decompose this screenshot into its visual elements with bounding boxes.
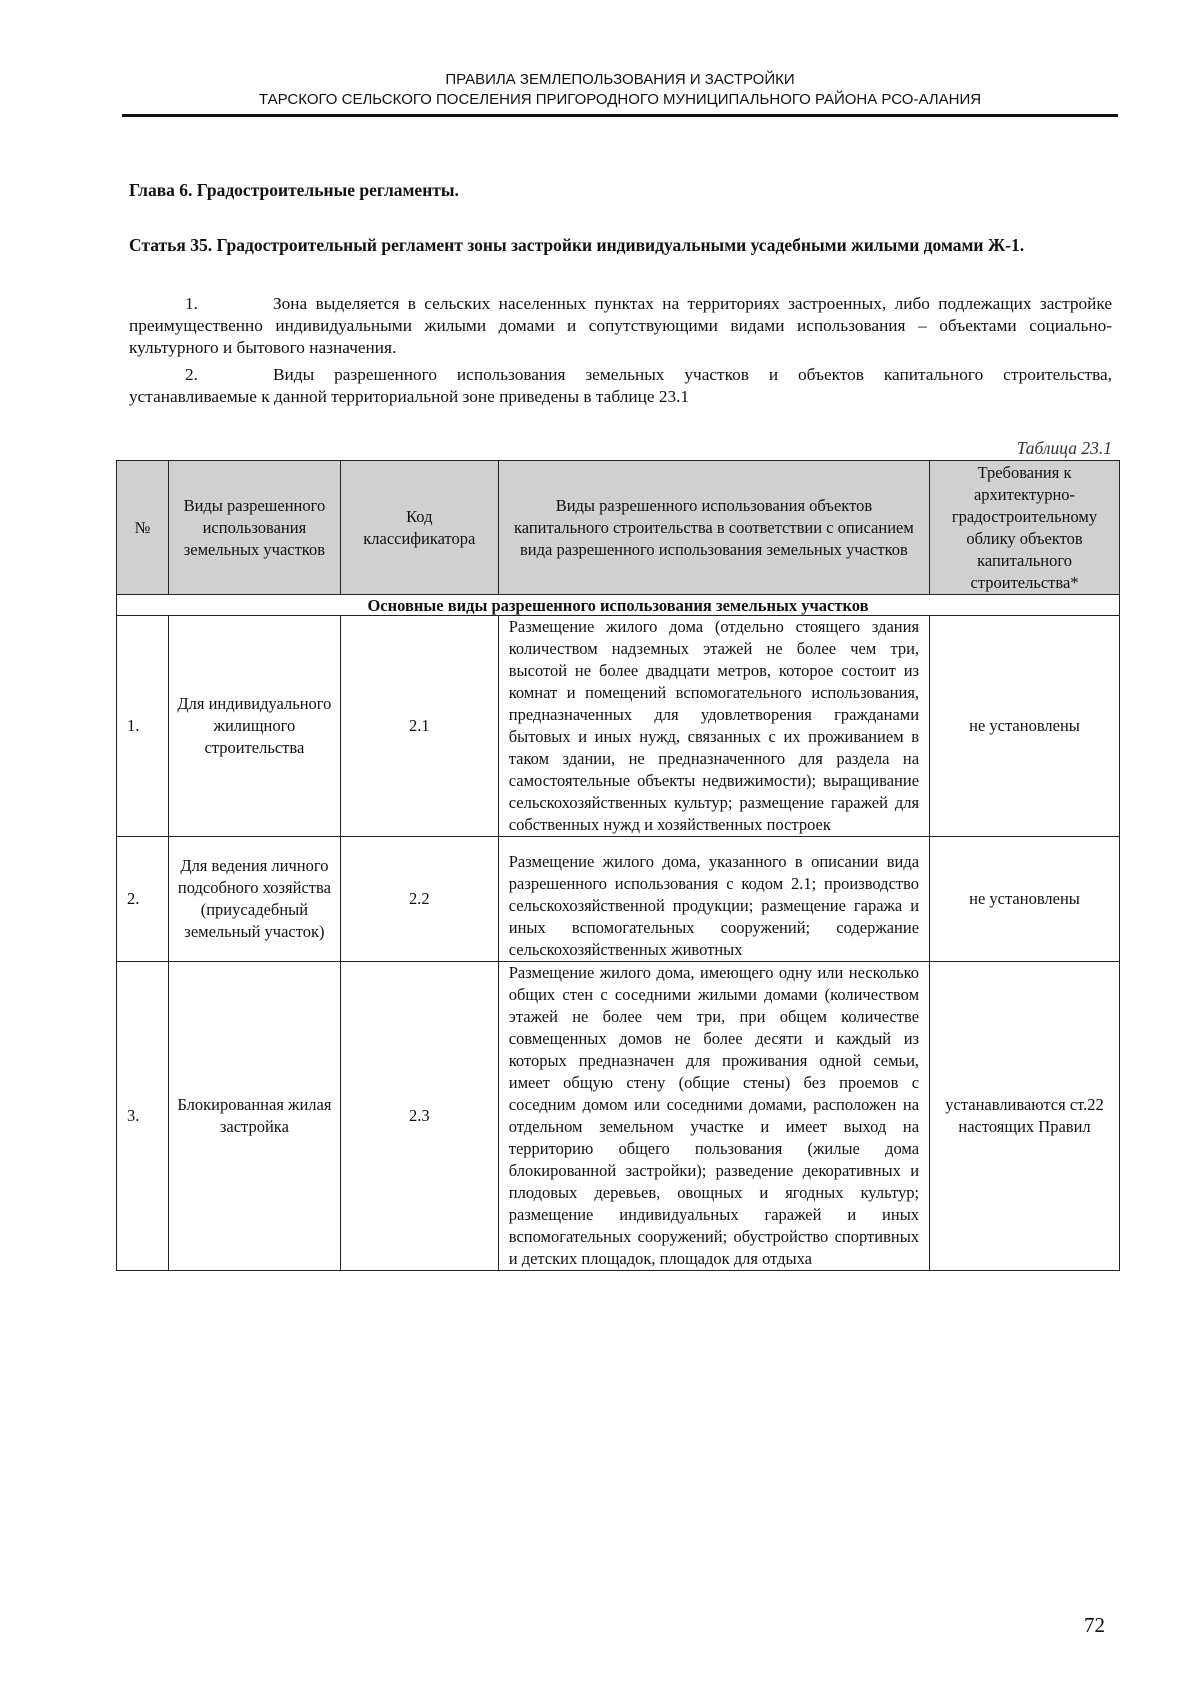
row-requirements: не установлены xyxy=(930,837,1120,962)
regulations-table xyxy=(116,460,1120,1271)
row-description: Размещение жилого дома, указанного в описании вида разрешенного использования с кодом 2.1; производство сельскохозяйственной продукции; размещение гаража и иных вспомогательных сооружений; содержание сельскохозяйственных животных xyxy=(498,837,929,962)
row-requirements: не установлены xyxy=(930,616,1120,837)
column-header-building-use: Виды разрешенного использования объектов капитального строительства в соответствии с описанием вида разрешенного использования земельных участков xyxy=(498,461,929,595)
header-rule xyxy=(122,114,1118,117)
row-land-use: Для индивидуального жилищного строительства xyxy=(168,616,340,837)
row-requirements: устанавливаются ст.22 настоящих Правил xyxy=(930,962,1120,1271)
section-row xyxy=(117,595,1120,616)
header-line-2: ТАРСКОГО СЕЛЬСКОГО ПОСЕЛЕНИЯ ПРИГОРОДНОГО МУНИЦИПАЛЬНОГО РАЙОНА РСО-АЛАНИЯ xyxy=(258,91,982,108)
chapter-title: Глава 6. Градостроительные регламенты. xyxy=(129,180,459,200)
page-number: 72 xyxy=(1084,1613,1105,1637)
article-title: Статья 35. Градостроительный регламент зоны застройки индивидуальными усадебными жилыми домами Ж-1. xyxy=(129,235,1025,255)
column-header-land-use: Виды разрешенного использования земельных участков xyxy=(168,461,340,595)
paragraph-text: Зона выделяется в сельских населенных пунктах на территориях застроенных, либо подлежащих застройке преимущественно индивидуальными жилыми домами и сопутствующими видами использования – объектами социально-культурного и бытового назначения. xyxy=(129,294,1112,357)
paragraph-number: 2. xyxy=(185,365,198,384)
section-title: Основные виды разрешенного использования земельных участков xyxy=(117,595,1120,616)
paragraph-2 xyxy=(129,364,1112,408)
table-caption: Таблица 23.1 xyxy=(1016,438,1112,458)
paragraph-text: Виды разрешенного использования земельных участков и объектов капитального строительства, устанавливаемые к данной территориальной зоне приведены в таблице 23.1 xyxy=(129,365,1112,406)
column-header-number: № xyxy=(117,461,169,595)
row-land-use: Для ведения личного подсобного хозяйства (приусадебный земельный участок) xyxy=(168,837,340,962)
paragraph-1 xyxy=(129,293,1112,359)
row-description: Размещение жилого дома (отдельно стоящего здания количеством надземных этажей не более чем три, высотой не более двадцати метров, которое состоит из комнат и помещений вспомогательного использования, предназначенных для удовлетворения гражданами бытовых и иных нужд, связанных с их проживанием в таком здании, не предназначенного для раздела на самостоятельные объекты недвижимости); выращивание сельскохозяйственных культур; размещение гаражей для собственных нужд и хозяйственных построек xyxy=(498,616,929,837)
row-description: Размещение жилого дома, имеющего одну или несколько общих стен с соседними жилыми домами (количеством этажей не более чем три, при общем количестве совмещенных домов не более десяти и каждый из которых предназначен для проживания одной семьи, имеет общую стену (общие стены) без проемов с соседним домом или соседними домами, расположен на отдельном земельном участке и имеет выход на территорию общего пользования (жилые дома блокированной застройки); разведение декоративных и плодовых деревьев, овощных и ягодных культур; размещение индивидуальных гаражей и иных вспомогательных сооружений; обустройство спортивных и детских площадок, площадок для отдыха xyxy=(498,962,929,1271)
table-row xyxy=(117,837,1120,962)
row-number: 3. xyxy=(117,962,169,1271)
row-code: 2.1 xyxy=(340,616,498,837)
column-header-code: Код классификатора xyxy=(340,461,498,595)
row-code: 2.3 xyxy=(340,962,498,1271)
row-number: 1. xyxy=(117,616,169,837)
paragraph-number: 1. xyxy=(185,294,198,313)
header-line-1: ПРАВИЛА ЗЕМЛЕПОЛЬЗОВАНИЯ И ЗАСТРОЙКИ xyxy=(445,71,795,88)
table-row xyxy=(117,616,1120,837)
table-row xyxy=(117,962,1120,1271)
table-header-row xyxy=(117,461,1120,595)
row-code: 2.2 xyxy=(340,837,498,962)
page-header xyxy=(122,70,1118,117)
column-header-requirements: Требования к архитектурно-градостроительному облику объектов капитального строительства* xyxy=(930,461,1120,595)
row-number: 2. xyxy=(117,837,169,962)
row-land-use: Блокированная жилая застройка xyxy=(168,962,340,1271)
